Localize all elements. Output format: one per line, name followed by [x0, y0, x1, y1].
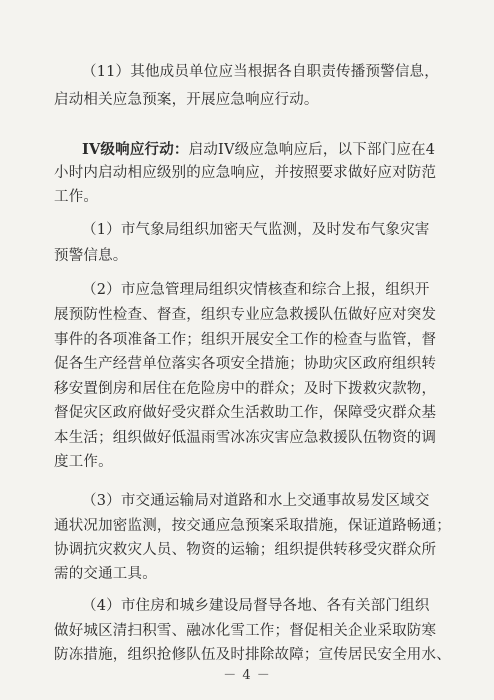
text-line: 通状况加密监测，按交通应急预案采取措施，保证道路畅通；	[54, 518, 451, 534]
text-line: 督促灾区政府做好受灾群众生活救助工作，保障受灾群众基	[54, 405, 437, 421]
text-line: 移安置倒房和居住在危险房中的群众；及时下拨救灾款物，	[54, 381, 437, 397]
text-line: 防冻措施，组织抢修队伍及时排除故障；宣传居民安全用水、	[54, 647, 451, 663]
text-line: 协调抗灾救灾人员、物资的运输；组织提供转移受灾群众所	[54, 542, 437, 558]
text-line: （2）市应急管理局组织灾情核查和综合上报，组织开	[82, 282, 430, 298]
text-line: （1）市气象局组织加密天气监测，及时发布气象灾害	[82, 222, 430, 238]
page-number: － 4 －	[223, 668, 271, 683]
text-line: 促各生产经营单位落实各项安全措施；协助灾区政府组织转	[54, 356, 437, 372]
text-line: 启动相关应急预案，开展应急响应行动。	[54, 92, 319, 108]
text-line: 本生活；组织做好低温雨雪冰冻灾害应急救援队伍物资的调	[54, 430, 437, 446]
text-line: 工作。	[54, 189, 99, 205]
text-line: （4）市住房和城乡建设局督导各地、各有关部门组织	[82, 598, 430, 614]
text-line: 需的交通工具。	[54, 566, 157, 582]
text-line: 做好城区清扫积雪、融冰化雪工作；督促相关企业采取防寒	[54, 623, 437, 639]
text-line: 展预防性检查、督查，组织专业应急救援队伍做好应对突发	[54, 307, 437, 323]
text-line: 小时内启动相应级别的应急响应，并按照要求做好应对防范	[54, 165, 437, 181]
text-line: 事件的各项准备工作；组织开展安全工作的检查与监管，督	[54, 332, 437, 348]
text-line: 度工作。	[54, 454, 113, 470]
section-lead: IV级响应行动：	[82, 141, 189, 158]
text-line: （11）其他成员单位应当根据各自职责传播预警信息，	[82, 64, 439, 80]
text-line: （3）市交通运输局对道路和水上交通事故易发区域交	[82, 493, 430, 509]
text-line	[82, 140, 444, 160]
text-span: 启动IV级应急响应后，以下部门应在4	[188, 142, 436, 158]
text-line: 预警信息。	[54, 248, 128, 264]
